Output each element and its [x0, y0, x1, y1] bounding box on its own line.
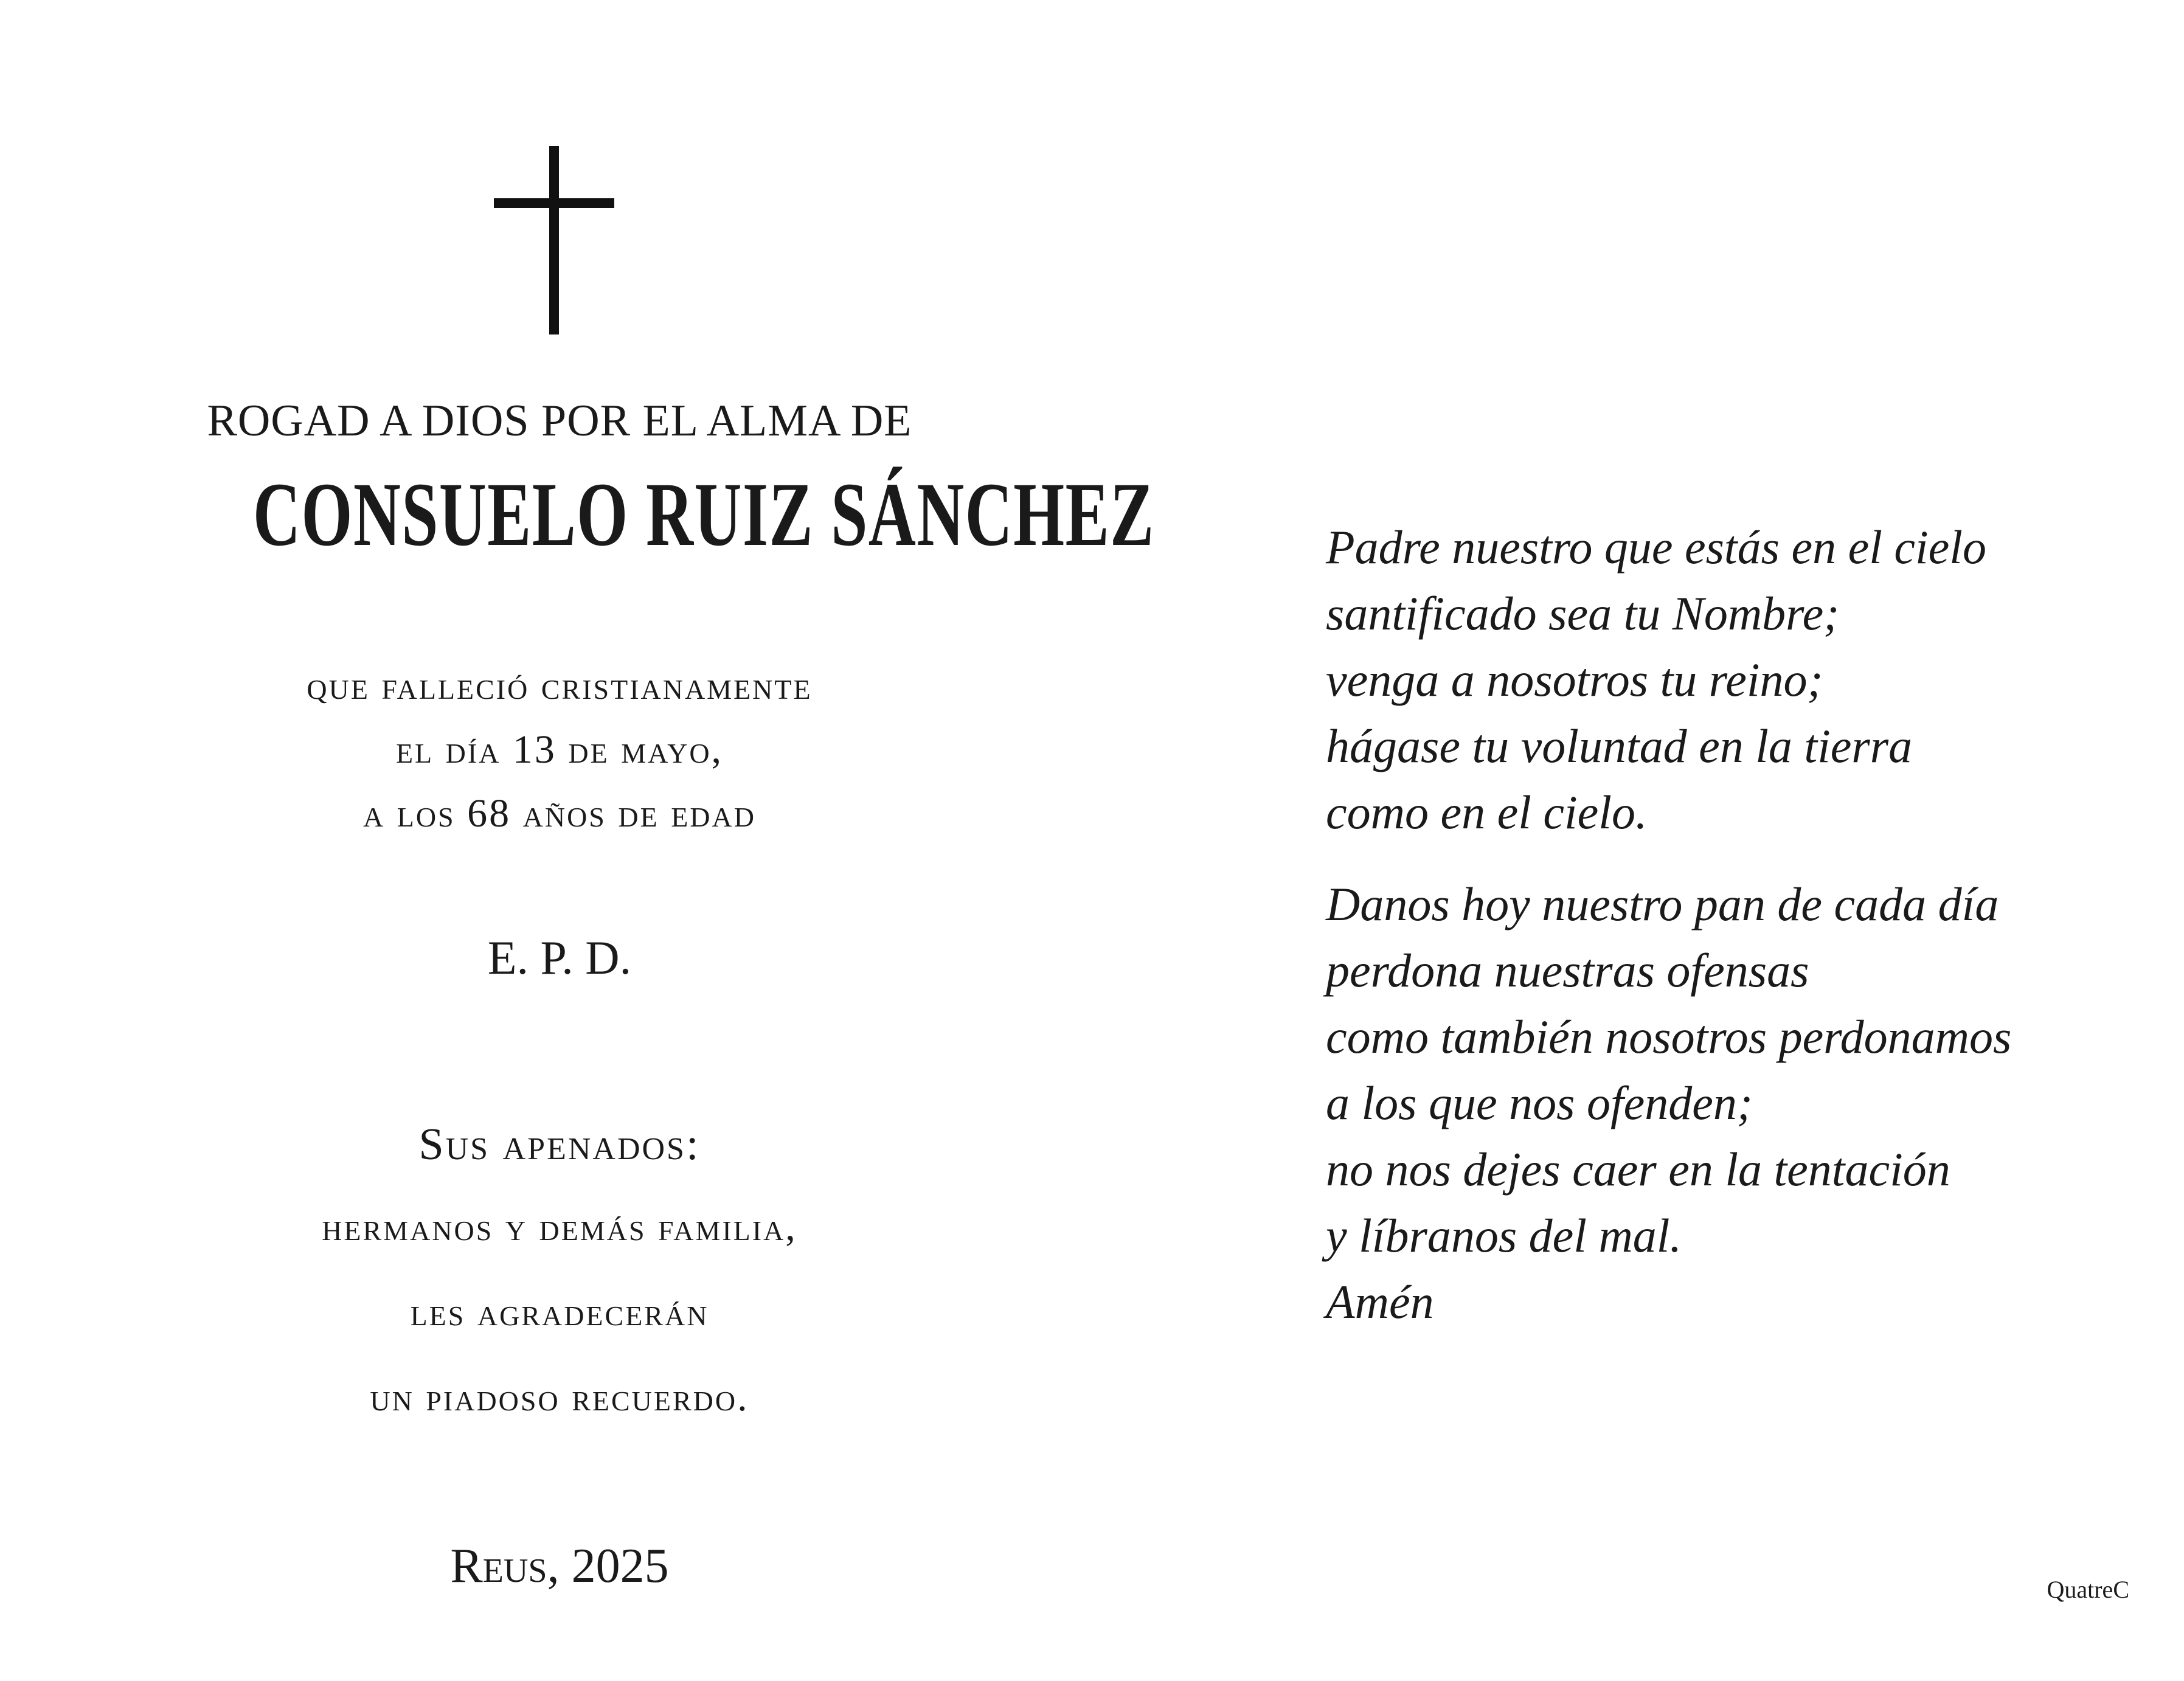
prayer-stanza-2: [1326, 871, 2086, 1335]
death-line-1: que falleció cristianamente: [307, 664, 813, 708]
prayer-line: a los que nos ofenden;: [1326, 1076, 1753, 1129]
prayer-line: como también nosotros perdonamos: [1326, 1010, 2012, 1063]
printer-credit: QuatreC: [2047, 1576, 2129, 1603]
mourners-line-3: un piadoso recuerdo.: [370, 1375, 749, 1419]
mourners-heading: Sus apenados:: [418, 1120, 701, 1170]
mourners-line-2: les agradecerán: [410, 1290, 709, 1334]
prayer-line: no nos dejes caer en la tentación: [1326, 1143, 1950, 1196]
prayer-stanza-1: [1326, 514, 2086, 845]
prayer-line: perdona nuestras ofensas: [1326, 944, 1809, 997]
prayer-line: Danos hoy nuestro pan de cada día: [1326, 878, 1999, 931]
prayer-line: hágase tu voluntad en la tierra: [1326, 719, 1913, 772]
prayer-line: como en el cielo.: [1326, 786, 1648, 839]
place-year: Reus, 2025: [450, 1539, 669, 1593]
death-line-2: el día 13 de mayo,: [395, 727, 724, 772]
left-panel: [134, 146, 1155, 1606]
prayer-line: Amén: [1326, 1275, 1434, 1328]
pray-line: ROGAD A DIOS POR EL ALMA DE: [207, 396, 912, 446]
death-line-3: a los 68 años de edad: [363, 791, 756, 836]
prayer-line: Padre nuestro que estás en el cielo: [1326, 521, 1986, 574]
deceased-name: CONSUELO RUIZ SÁNCHEZ: [252, 464, 1155, 565]
prayer-panel: [1326, 514, 2086, 1335]
prayer-line: y líbranos del mal.: [1326, 1209, 1682, 1262]
epd-text: E. P. D.: [487, 931, 632, 984]
prayer-line: santificado sea tu Nombre;: [1326, 587, 1840, 640]
mourners-line-1: hermanos y demás familia,: [322, 1205, 797, 1249]
latin-cross-icon: [494, 146, 615, 334]
prayer-line: venga a nosotros tu reino;: [1326, 653, 1823, 706]
